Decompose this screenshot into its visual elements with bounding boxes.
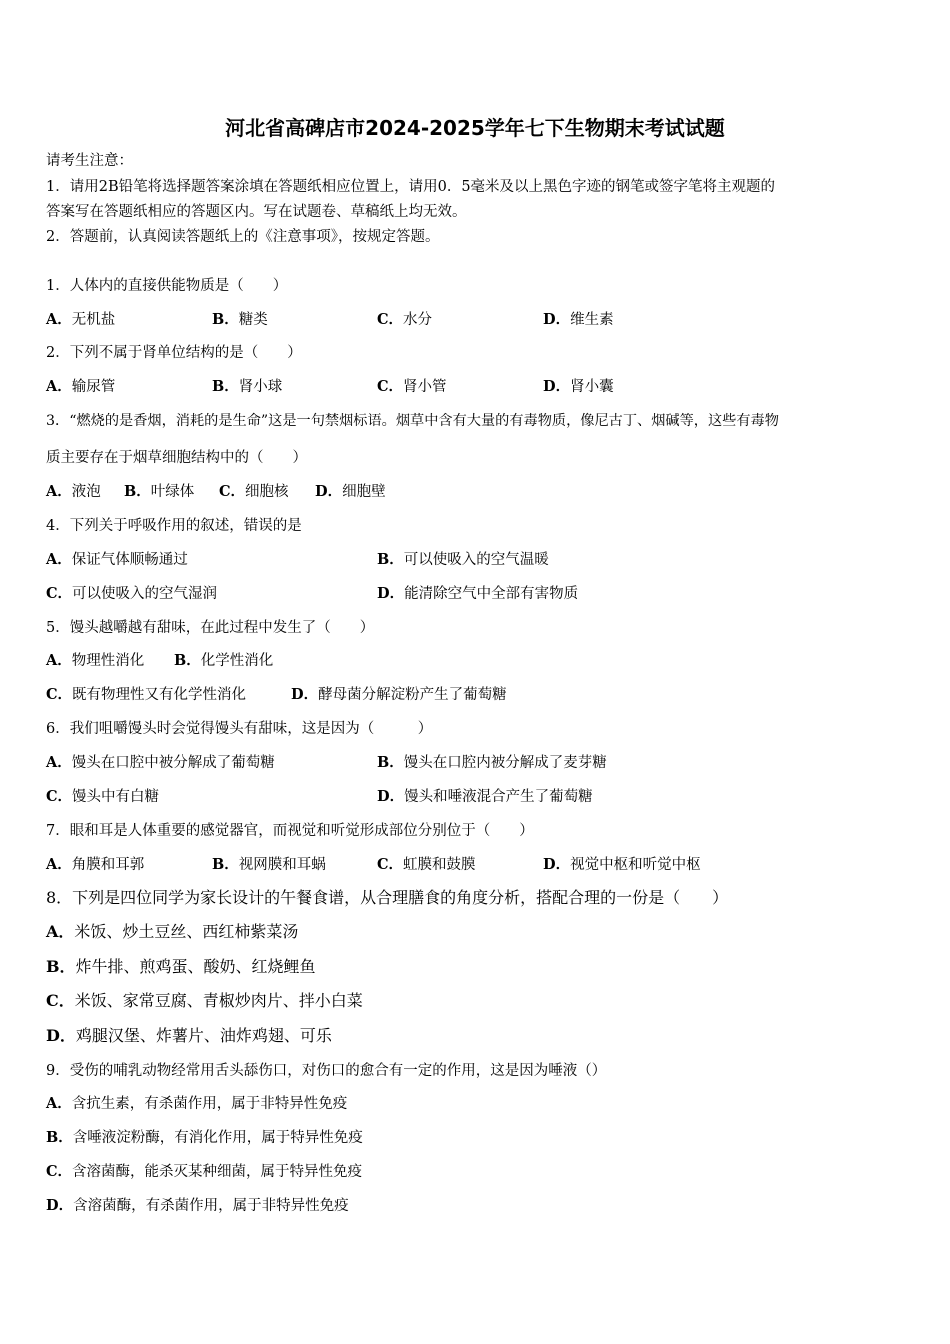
q4-option-c: C．可以使吸入的空气湿润: [46, 585, 218, 602]
notice-line-2: 2．答题前，认真阅读答题纸上的《注意事项》，按规定答题。: [46, 229, 440, 245]
question-5-stem: 5．馒头越嚼越有甜味，在此过程中发生了（ ）: [46, 620, 375, 636]
q2-option-d: D．肾小囊: [543, 378, 614, 395]
q6-option-d: D．馒头和唾液混合产生了葡萄糖: [377, 788, 593, 805]
q1-option-c: C．水分: [377, 311, 433, 328]
page-title: 河北省高碑店市2024-2025学年七下生物期末考试试题: [225, 116, 725, 140]
question-9-stem: 9．受伤的哺乳动物经常用舌头舔伤口，对伤口的愈合有一定的作用，这是因为唾液（）: [46, 1063, 607, 1079]
q5-option-d: D．酵母菌分解淀粉产生了葡萄糖: [291, 686, 507, 703]
q7-option-d: D．视觉中枢和听觉中枢: [543, 856, 701, 873]
q5-option-a: A．物理性消化: [46, 652, 145, 669]
q9-option-a: A．含抗生素，有杀菌作用，属于非特异性免疫: [46, 1095, 348, 1112]
q5-option-b: B．化学性消化: [174, 652, 274, 669]
question-3-stem-cont: 质主要存在于烟草细胞结构中的（ ）: [46, 450, 307, 466]
question-2-stem: 2．下列不属于肾单位结构的是（ ）: [46, 345, 302, 361]
q1-option-b: B．糖类: [212, 311, 268, 328]
q7-option-b: B．视网膜和耳蜗: [212, 856, 326, 873]
q4-option-a: A．保证气体顺畅通过: [46, 551, 188, 568]
q3-option-b: B．叶绿体: [124, 483, 195, 500]
question-8-stem: 8．下列是四位同学为家长设计的午餐食谱，从合理膳食的角度分析，搭配合理的一份是（ ）: [46, 888, 729, 907]
q3-option-a: A．液泡: [46, 483, 101, 500]
q8-option-b: B．炸牛排、煎鸡蛋、酸奶、红烧鲤鱼: [46, 957, 316, 976]
q8-option-a: A．米饭、炒土豆丝、西红柿紫菜汤: [46, 922, 299, 941]
question-3-stem: 3．“燃烧的是香烟，消耗的是生命”这是一句禁烟标语。烟草中含有大量的有毒物质，像尼古丁、烟碱等，这些有毒物: [46, 413, 779, 429]
q9-option-b: B．含唾液淀粉酶，有消化作用，属于特异性免疫: [46, 1129, 363, 1146]
q8-option-d: D．鸡腿汉堡、炸薯片、油炸鸡翅、可乐: [46, 1026, 332, 1045]
question-7-stem: 7．眼和耳是人体重要的感觉器官，而视觉和听觉形成部位分别位于（ ）: [46, 823, 534, 839]
q1-option-d: D．维生素: [543, 311, 614, 328]
q6-option-c: C．馒头中有白糖: [46, 788, 160, 805]
q4-option-d: D．能清除空气中全部有害物质: [377, 585, 579, 602]
q9-option-d: D．含溶菌酶，有杀菌作用，属于非特异性免疫: [46, 1197, 349, 1214]
q2-option-b: B．肾小球: [212, 378, 283, 395]
question-1-stem: 1．人体内的直接供能物质是（ ）: [46, 278, 288, 294]
q3-option-d: D．细胞壁: [315, 483, 386, 500]
q8-option-c: C．米饭、家常豆腐、青椒炒肉片、拌小白菜: [46, 991, 363, 1010]
question-4-stem: 4．下列关于呼吸作用的叙述，错误的是: [46, 518, 302, 534]
q3-option-c: C．细胞核: [219, 483, 289, 500]
notice-heading: 请考生注意：: [46, 153, 133, 169]
q6-option-b: B．馒头在口腔内被分解成了麦芽糖: [377, 754, 607, 771]
q5-option-c: C．既有物理性又有化学性消化: [46, 686, 247, 703]
notice-line-1-cont: 答案写在答题纸相应的答题区内。写在试题卷、草稿纸上均无效。: [46, 204, 467, 220]
q6-option-a: A．馒头在口腔中被分解成了葡萄糖: [46, 754, 275, 771]
q7-option-c: C．虹膜和鼓膜: [377, 856, 476, 873]
q7-option-a: A．角膜和耳郭: [46, 856, 145, 873]
question-6-stem: 6．我们咀嚼馒头时会觉得馒头有甜味，这是因为（ ）: [46, 721, 433, 737]
notice-line-1: 1．请用2B铅笔将选择题答案涂填在答题纸相应位置上，请用0．5毫米及以上黑色字迹的钢笔或签字笔将主观题的: [46, 179, 776, 195]
q2-option-a: A．输尿管: [46, 378, 116, 395]
q2-option-c: C．肾小管: [377, 378, 447, 395]
q9-option-c: C．含溶菌酶，能杀灭某种细菌，属于特异性免疫: [46, 1163, 363, 1180]
q4-option-b: B．可以使吸入的空气温暖: [377, 551, 549, 568]
q1-option-a: A．无机盐: [46, 311, 116, 328]
